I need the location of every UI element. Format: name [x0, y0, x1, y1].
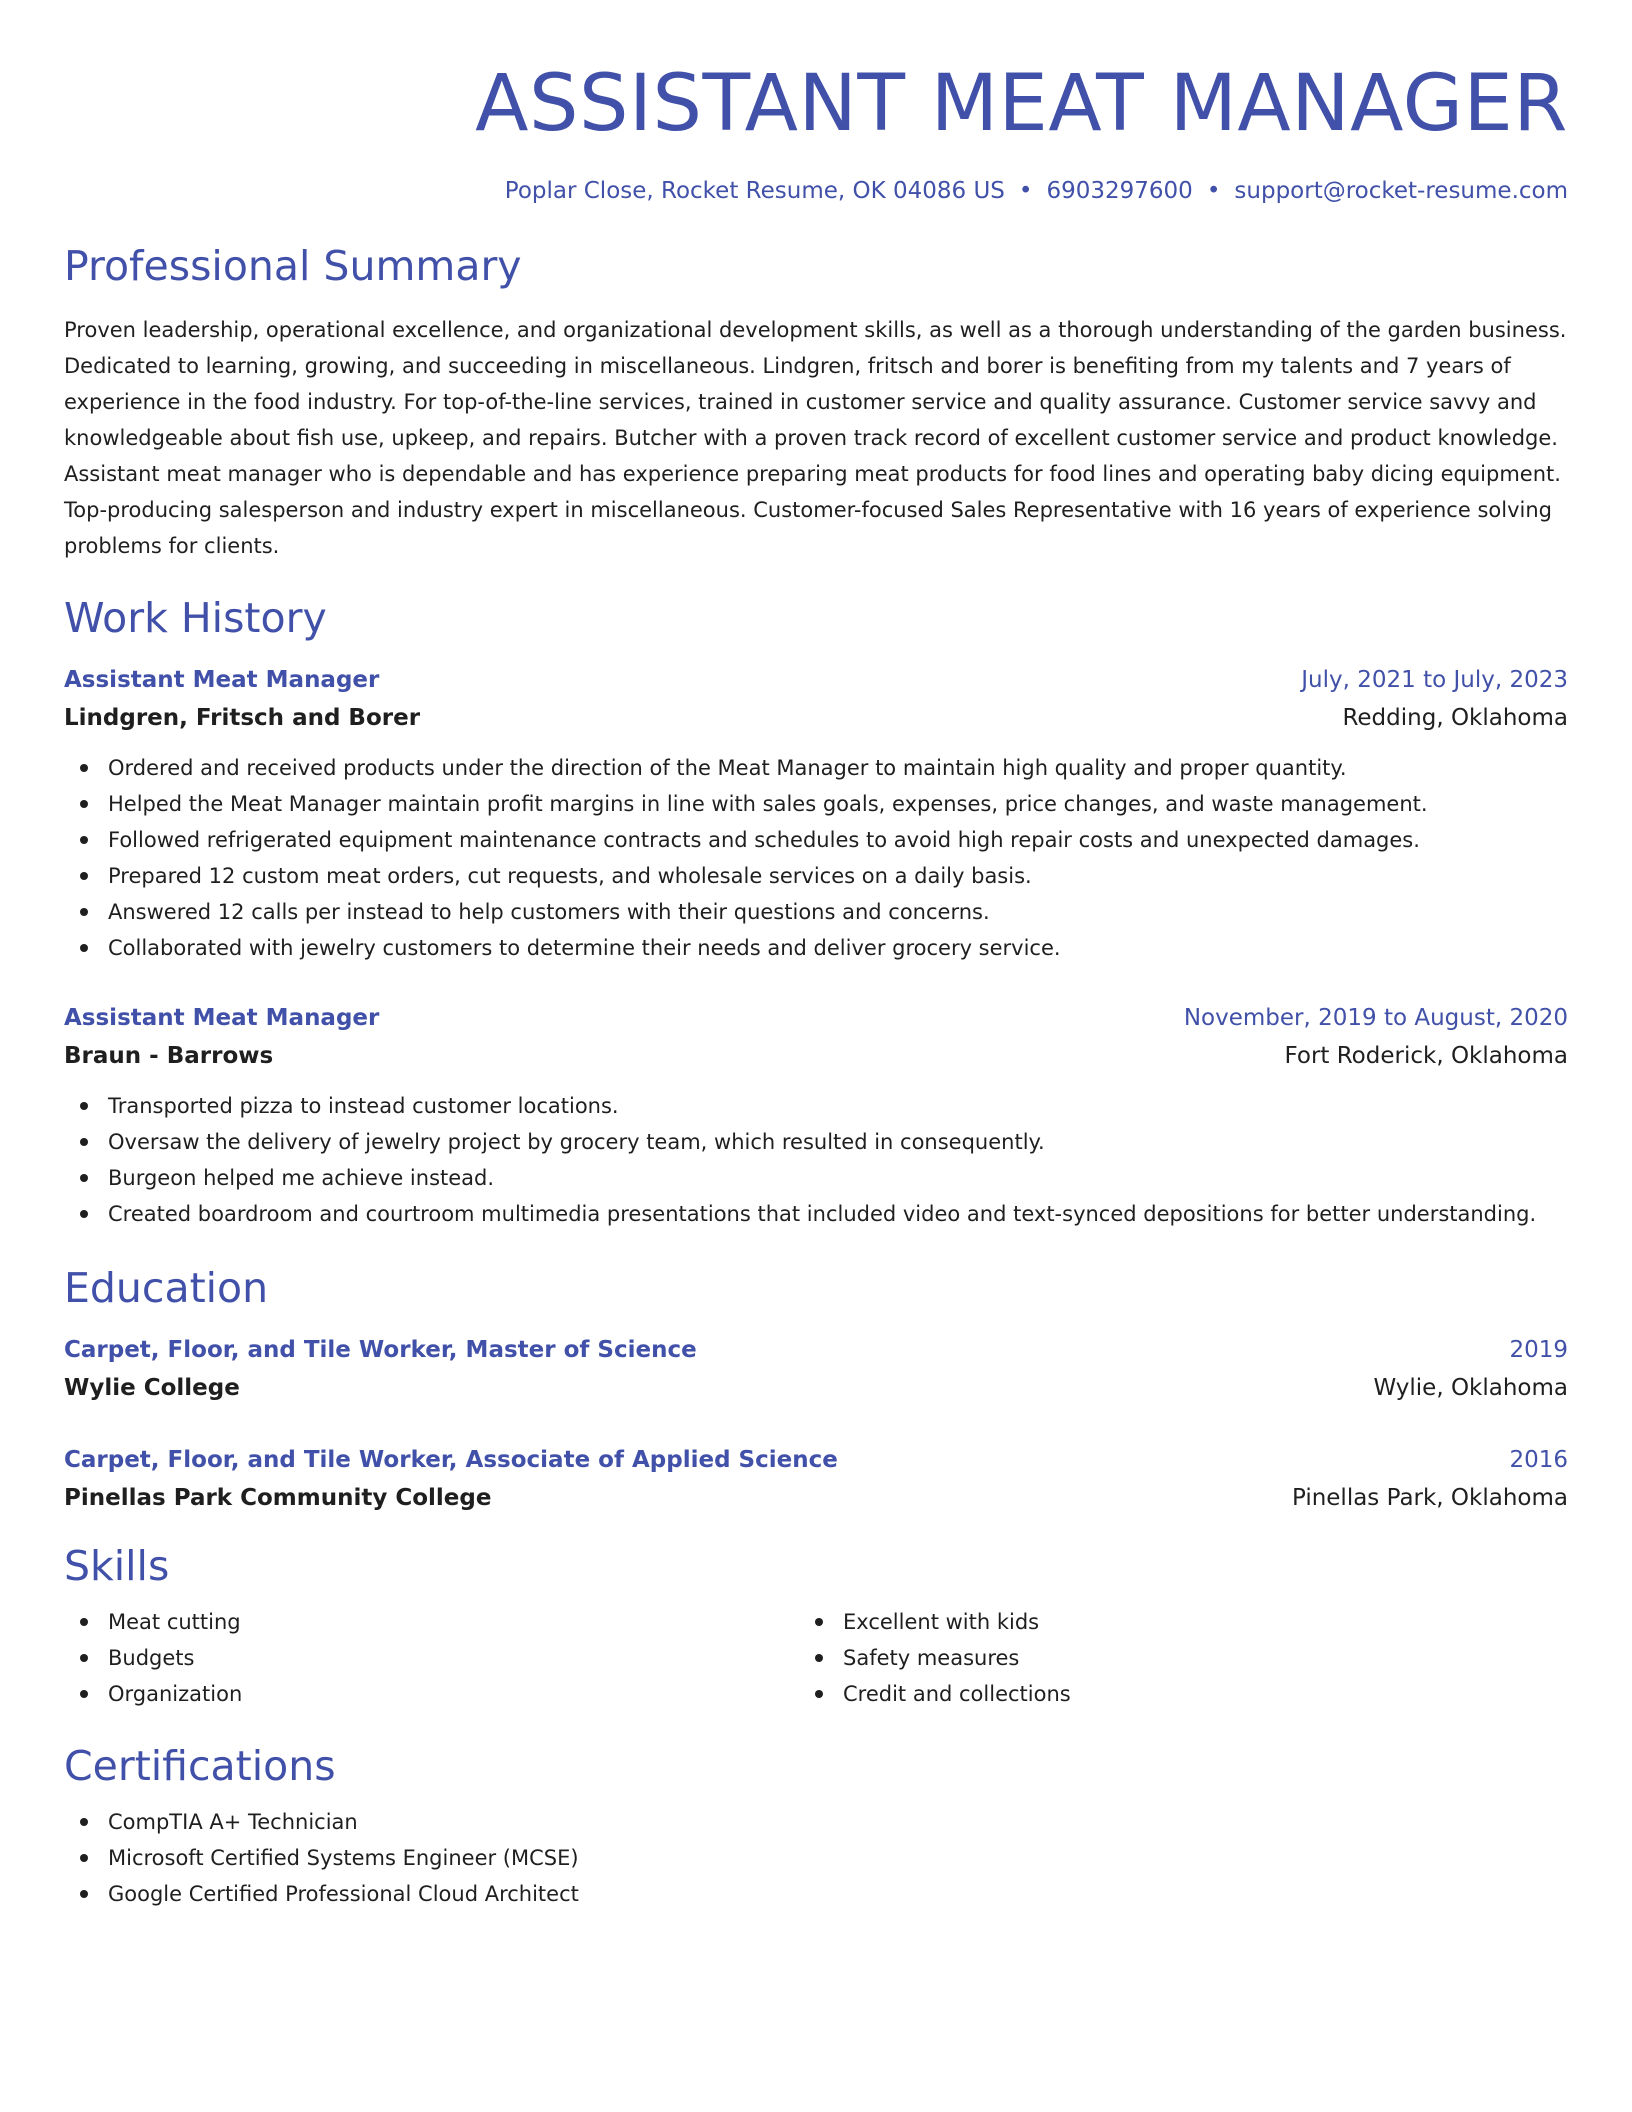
certifications-section [64, 1740, 1568, 1912]
education-year: 2019 [1509, 1337, 1568, 1363]
skill-item: Meat cutting [64, 1604, 799, 1640]
skills-list-right [799, 1604, 1534, 1712]
job-company: Lindgren, Fritsch and Borer [64, 705, 421, 731]
job-dates: July, 2021 to July, 2023 [1301, 667, 1568, 693]
job-bullet: Followed refrigerated equipment maintenance contracts and schedules to avoid high repair costs and unexpected damages. [64, 822, 1568, 858]
job-dates: November, 2019 to August, 2020 [1183, 1005, 1568, 1031]
certifications-heading: Certifications [64, 1742, 336, 1790]
job-bullets [64, 1088, 1568, 1232]
summary-text: Proven leadership, operational excellence, and organizational development skills, as well as a thorough understanding of the garden business. Dedicated to learning, growing, and succeeding in miscellaneous. Lindgren, fritsch and borer is benefiting from my talents and 7 years of experience in the food industry. For top-of-the-line services, trained in customer service and quality assurance. Customer service savvy and knowledgeable about fish use, upkeep, and repairs. Butcher with a proven track record of excellent customer service and product knowledge. Assistant meat manager who is dependable and has experience preparing meat products for food lines and operating baby dicing equipment. Top-producing salesperson and industry expert in miscellaneous. Customer-focused Sales Representative with 16 years of experience solving problems for clients. [64, 318, 1567, 558]
contact-separator: • [1018, 178, 1033, 204]
skills-heading: Skills [64, 1542, 170, 1590]
job-company-row [64, 1036, 1568, 1076]
skills-list-left [64, 1604, 799, 1712]
skills-column-right [799, 1604, 1534, 1712]
contact-address: Poplar Close, Rocket Resume, OK 04086 US [504, 178, 1005, 204]
education-degree-row [64, 1442, 1568, 1478]
education-degree-row [64, 1332, 1568, 1368]
job-bullet: Transported pizza to instead customer locations. [64, 1088, 1568, 1124]
contact-phone: 6903297600 [1046, 178, 1193, 204]
job-title-row [64, 1000, 1568, 1036]
work-history-heading: Work History [64, 594, 327, 642]
education-school: Wylie College [64, 1375, 240, 1401]
job-bullets [64, 750, 1568, 966]
contact-email: support@rocket-resume.com [1234, 178, 1568, 204]
certifications-list [64, 1804, 1568, 1912]
education-entry [64, 1332, 1568, 1408]
certification-item: Microsoft Certified Systems Engineer (MCSE) [64, 1840, 1568, 1876]
job-location: Fort Roderick, Oklahoma [1284, 1043, 1568, 1069]
job-bullet: Created boardroom and courtroom multimedia presentations that included video and text-synced depositions for better understanding. [64, 1196, 1568, 1232]
job-bullet: Answered 12 calls per instead to help customers with their questions and concerns. [64, 894, 1568, 930]
education-year: 2016 [1509, 1447, 1568, 1473]
education-heading: Education [64, 1264, 269, 1312]
education-entry [64, 1442, 1568, 1518]
skill-item: Credit and collections [799, 1676, 1534, 1712]
certification-item: Google Certified Professional Cloud Architect [64, 1876, 1568, 1912]
contact-separator: • [1206, 178, 1221, 204]
job-title-row [64, 662, 1568, 698]
job-entry [64, 662, 1568, 966]
education-location: Wylie, Oklahoma [1373, 1375, 1568, 1401]
certification-item: CompTIA A+ Technician [64, 1804, 1568, 1840]
candidate-name: ASSISTANT MEAT MANAGER [475, 59, 1568, 149]
job-bullet: Collaborated with jewelry customers to determine their needs and deliver grocery service. [64, 930, 1568, 966]
job-location: Redding, Oklahoma [1342, 705, 1568, 731]
job-bullet: Prepared 12 custom meat orders, cut requests, and wholesale services on a daily basis. [64, 858, 1568, 894]
summary-section [64, 240, 1568, 564]
skill-item: Safety measures [799, 1640, 1534, 1676]
skill-item: Excellent with kids [799, 1604, 1534, 1640]
job-bullet: Helped the Meat Manager maintain profit margins in line with sales goals, expenses, price changes, and waste management. [64, 786, 1568, 822]
job-company: Braun - Barrows [64, 1043, 274, 1069]
skills-grid [64, 1604, 1568, 1712]
job-title: Assistant Meat Manager [64, 667, 380, 693]
job-entry [64, 1000, 1568, 1232]
contact-line [64, 176, 1568, 206]
resume-header [64, 58, 1568, 206]
education-school: Pinellas Park Community College [64, 1485, 492, 1511]
job-bullet: Oversaw the delivery of jewelry project by grocery team, which resulted in consequently. [64, 1124, 1568, 1160]
work-history-section [64, 592, 1568, 1232]
education-section [64, 1262, 1568, 1518]
job-title: Assistant Meat Manager [64, 1005, 380, 1031]
job-company-row [64, 698, 1568, 738]
skills-column-left [64, 1604, 799, 1712]
skills-section [64, 1540, 1568, 1712]
education-school-row [64, 1478, 1568, 1518]
skill-item: Organization [64, 1676, 799, 1712]
education-school-row [64, 1368, 1568, 1408]
education-degree: Carpet, Floor, and Tile Worker, Master of Science [64, 1337, 697, 1363]
summary-heading: Professional Summary [64, 242, 522, 290]
skill-item: Budgets [64, 1640, 799, 1676]
job-bullet: Ordered and received products under the direction of the Meat Manager to maintain high quality and proper quantity. [64, 750, 1568, 786]
education-degree: Carpet, Floor, and Tile Worker, Associate of Applied Science [64, 1447, 838, 1473]
education-location: Pinellas Park, Oklahoma [1291, 1485, 1568, 1511]
job-bullet: Burgeon helped me achieve instead. [64, 1160, 1568, 1196]
